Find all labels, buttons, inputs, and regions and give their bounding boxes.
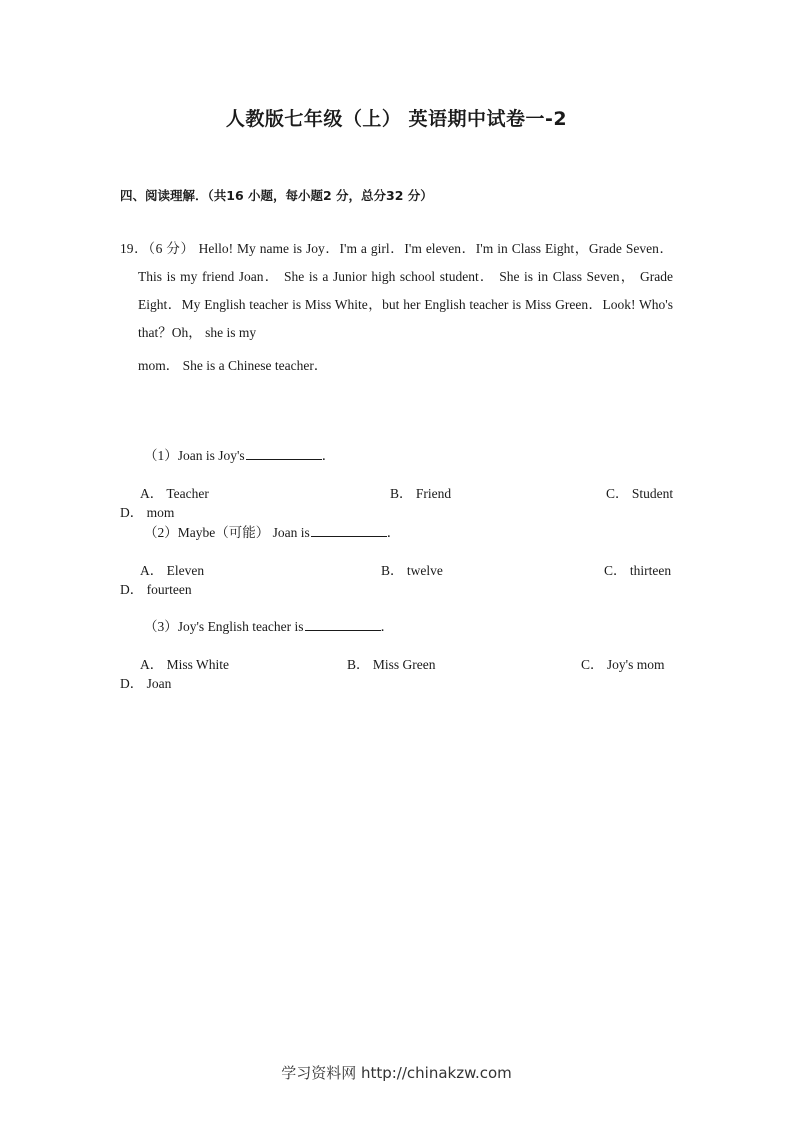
answer-blank [246, 447, 322, 460]
section-heading: 四、阅读理解．（共16 小题，每小题2 分，总分32 分） [120, 188, 433, 203]
passage-last-line: mom． She is a Chinese teacher． [138, 358, 328, 373]
subquestion-3-option-a: A． Miss White [140, 657, 230, 672]
subquestion-2-option-d: D． fourteen [120, 582, 192, 597]
subquestion-3-option-d: D． Joan [120, 676, 172, 691]
subquestion-2-stem: （2）Maybe（可能） Joan is ． [144, 525, 401, 540]
exam-title: 人教版七年级（上） 英语期中试卷一-2 [225, 108, 568, 130]
subquestion-1-option-d: D． mom [120, 505, 175, 520]
subquestion-1-option-c: C． Student [606, 486, 674, 501]
question-score: （6 分） [148, 241, 195, 256]
subquestion-3-option-b: B． Miss Green [347, 657, 436, 672]
answer-blank [311, 524, 387, 537]
subquestion-3-stem: （3）Joy's English teacher is ． [144, 619, 395, 634]
reading-passage [120, 235, 673, 380]
question-number: 19． [120, 241, 149, 256]
subquestion-1-option-a: A． Teacher [140, 486, 209, 501]
subquestion-2-option-a: A． Eleven [140, 563, 205, 578]
passage-paragraph [120, 235, 673, 347]
answer-blank [305, 618, 381, 631]
subquestion-2-option-c: C． thirteen [604, 563, 672, 578]
footer-watermark: 学习资料网 http://chinakzw.com [281, 1064, 512, 1082]
passage-text: Hello! My name is Joy．I'm a girl．I'm eleven．I'm in Class Eight，Grade Seven．This is my friend Joan． She is a Junior high school student． She is in Class Seven， Grade Eight．My English teacher is Miss White，but her English teacher is Miss Green．Look! Who's that？Oh， she is my [138, 241, 674, 340]
subquestion-3-option-c: C． Joy's mom [581, 657, 665, 672]
subquestion-1-option-b: B． Friend [390, 486, 452, 501]
subquestion-2-option-b: B． twelve [381, 563, 443, 578]
subquestion-1-stem: （1）Joan is Joy's ． [144, 448, 336, 463]
